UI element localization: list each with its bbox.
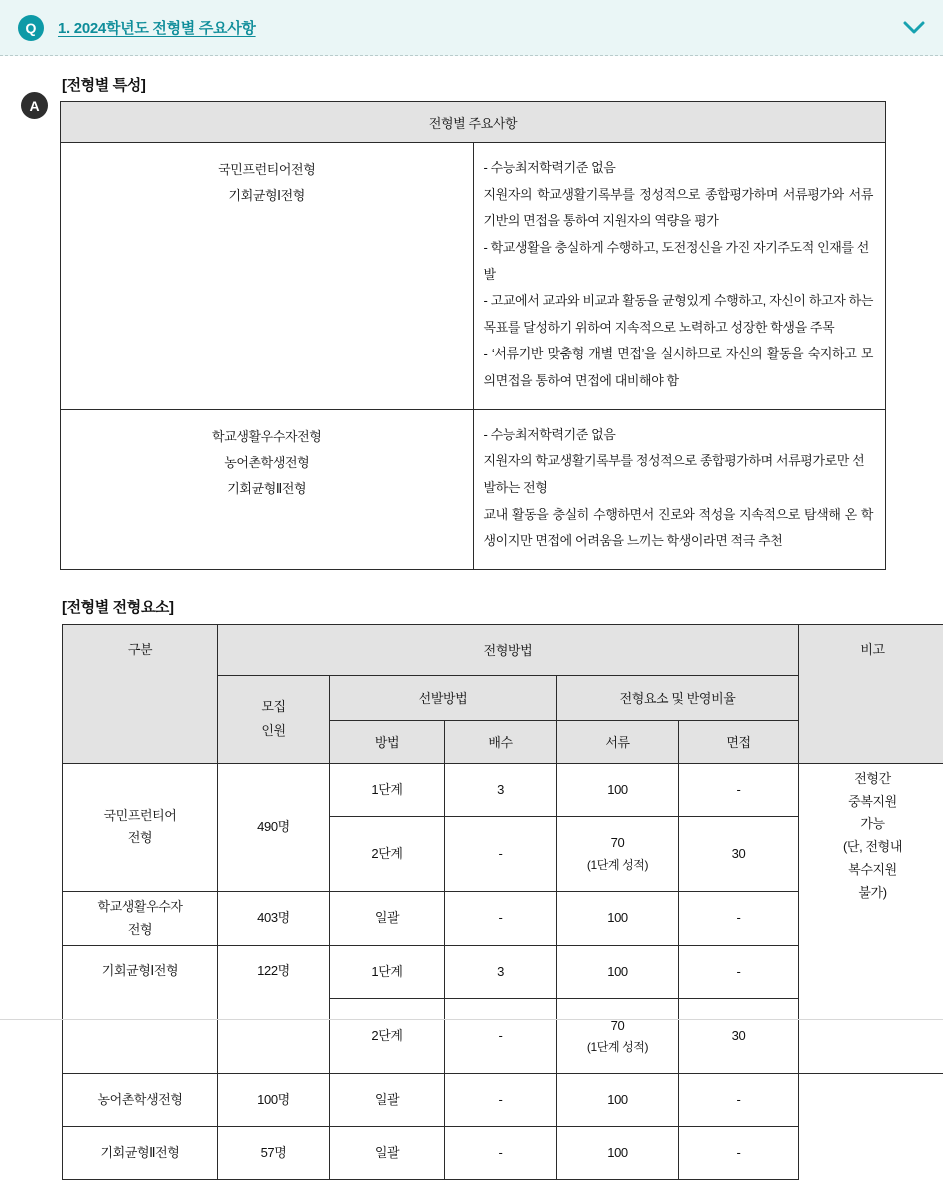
characteristics-table-title: 전형별 주요사항: [61, 102, 886, 143]
faq-answer-panel: [0, 56, 943, 1180]
step-seoryu: 100: [557, 946, 679, 999]
gubun-line2: 전형: [128, 830, 152, 845]
page-bottom-divider: [0, 1019, 943, 1020]
column-header-method: 전형방법: [218, 624, 799, 675]
table-row: [63, 1127, 943, 1180]
step-myeonjeop: -: [679, 763, 799, 816]
step-baesu: -: [445, 816, 557, 891]
step-myeonjeop: -: [679, 1074, 799, 1127]
description-line: 지원자의 학교생활기록부를 정성적으로 종합평가하며 서류평가와 서류기반의 면접을 통하여 지원자의 역량을 평가: [484, 182, 874, 235]
description-line: - ‘서류기반 맞춤형 개별 면접’을 실시하므로 자신의 활동을 숙지하고 모의면접을 통하여 면접에 대비해야 함: [484, 341, 874, 394]
admission-type-names: [61, 143, 474, 410]
bigo-line: 가능: [860, 816, 884, 831]
column-header-bangbeop: 방법: [330, 720, 445, 763]
step-baesu: -: [445, 999, 557, 1074]
seoryu-value: 70: [611, 835, 625, 850]
row-gubun: [63, 891, 218, 946]
step-baesu: 3: [445, 763, 557, 816]
admission-type-name: 농어촌학생전형: [65, 450, 469, 476]
row-gubun: 기회균형Ⅱ전형: [63, 1127, 218, 1180]
bigo-line: 복수지원: [848, 862, 897, 877]
row-capacity: 100명: [218, 1074, 330, 1127]
description-line: 지원자의 학교생활기록부를 정성적으로 종합평가하며 서류평가로만 선발하는 전형: [484, 448, 874, 501]
step-baesu: -: [445, 1074, 557, 1127]
seoryu-value: 70: [611, 1018, 625, 1033]
description-line: - 수능최저학력기준 없음: [484, 155, 874, 182]
faq-question-title[interactable]: 1. 2024학년도 전형별 주요사항: [58, 17, 899, 38]
step-bangbeop: 1단계: [330, 946, 445, 999]
capacity-label-line1: 모집: [261, 699, 285, 714]
row-capacity: 122명: [218, 946, 330, 1074]
admission-type-name: 학교생활우수자전형: [65, 424, 469, 450]
table-row: [63, 763, 943, 816]
step-myeonjeop: -: [679, 946, 799, 999]
step-bangbeop: 2단계: [330, 816, 445, 891]
column-header-selection-method: 선발방법: [330, 675, 557, 720]
step-seoryu: 100: [557, 1074, 679, 1127]
column-header-bigo: 비고: [799, 624, 943, 763]
step-seoryu: [557, 816, 679, 891]
step-bangbeop: 일괄: [330, 1074, 445, 1127]
capacity-label-line2: 인원: [261, 723, 285, 738]
step-seoryu: 100: [557, 1127, 679, 1180]
elements-table: [62, 624, 943, 1180]
description-line: - 수능최저학력기준 없음: [484, 422, 874, 449]
table-row: [61, 143, 886, 410]
faq-question-header[interactable]: [0, 0, 943, 56]
answer-badge-icon: A: [21, 92, 48, 119]
row-gubun: 기회균형Ⅰ전형: [63, 946, 218, 1074]
column-header-capacity: [218, 675, 330, 763]
admission-type-description: [473, 409, 886, 569]
table-row: [63, 1074, 943, 1127]
description-line: 교내 활동을 충실히 수행하면서 진로와 적성을 지속적으로 탐색해 온 학생이지만 면접에 어려움을 느끼는 학생이라면 적극 추천: [484, 502, 874, 555]
step-myeonjeop: 30: [679, 999, 799, 1074]
step-myeonjeop: -: [679, 891, 799, 946]
step-bangbeop: 일괄: [330, 891, 445, 946]
column-header-seoryu: 서류: [557, 720, 679, 763]
step-baesu: -: [445, 891, 557, 946]
step-seoryu: 100: [557, 891, 679, 946]
step-bangbeop: 2단계: [330, 999, 445, 1074]
gubun-line2: 전형: [128, 922, 152, 937]
section-heading-elements: [전형별 전형요소]: [62, 596, 943, 617]
description-line: - 고교에서 교과와 비교과 활동을 균형있게 수행하고, 자신이 하고자 하는 목표를 달성하기 위하여 지속적으로 노력하고 성장한 학생을 주목: [484, 288, 874, 341]
column-header-gubun: 구분: [63, 624, 218, 763]
bigo-line: 전형간: [854, 771, 890, 786]
table-row: [61, 409, 886, 569]
admission-type-description: [473, 143, 886, 410]
step-myeonjeop: 30: [679, 816, 799, 891]
step-seoryu: [557, 999, 679, 1074]
row-capacity: 57명: [218, 1127, 330, 1180]
column-header-factors-ratio: 전형요소 및 반영비율: [557, 675, 799, 720]
row-gubun: [63, 763, 218, 891]
row-capacity: 403명: [218, 891, 330, 946]
question-badge-icon: Q: [18, 15, 44, 41]
characteristics-table: [60, 101, 886, 570]
column-header-baesu: 배수: [445, 720, 557, 763]
seoryu-subnote: (1단계 성적): [559, 1037, 676, 1058]
bigo-line: (단, 전형내: [843, 839, 902, 854]
step-baesu: 3: [445, 946, 557, 999]
section-heading-characteristics: [전형별 특성]: [62, 74, 943, 95]
table-header-row: [63, 624, 943, 675]
step-bangbeop: 일괄: [330, 1127, 445, 1180]
bigo-note: [799, 763, 943, 1074]
chevron-down-icon[interactable]: [899, 13, 929, 43]
step-myeonjeop: -: [679, 1127, 799, 1180]
step-bangbeop: 1단계: [330, 763, 445, 816]
bigo-line: 불가): [858, 885, 886, 900]
answer-content: [60, 74, 943, 1180]
admission-type-name: 기회균형Ⅰ전형: [65, 183, 469, 209]
description-line: - 학교생활을 충실하게 수행하고, 도전정신을 가진 자기주도적 인재를 선발: [484, 235, 874, 288]
step-seoryu: 100: [557, 763, 679, 816]
seoryu-subnote: (1단계 성적): [559, 855, 676, 876]
table-header-row: [61, 102, 886, 143]
column-header-myeonjeop: 면접: [679, 720, 799, 763]
row-gubun: 농어촌학생전형: [63, 1074, 218, 1127]
gubun-line1: 학교생활우수자: [97, 899, 182, 914]
step-baesu: -: [445, 1127, 557, 1180]
admission-type-name: 기회균형Ⅱ전형: [65, 476, 469, 502]
bigo-line: 중복지원: [848, 794, 897, 809]
admission-type-name: 국민프런티어전형: [65, 157, 469, 183]
gubun-line1: 국민프런티어: [104, 808, 177, 823]
row-capacity: 490명: [218, 763, 330, 891]
admission-type-names: [61, 409, 474, 569]
